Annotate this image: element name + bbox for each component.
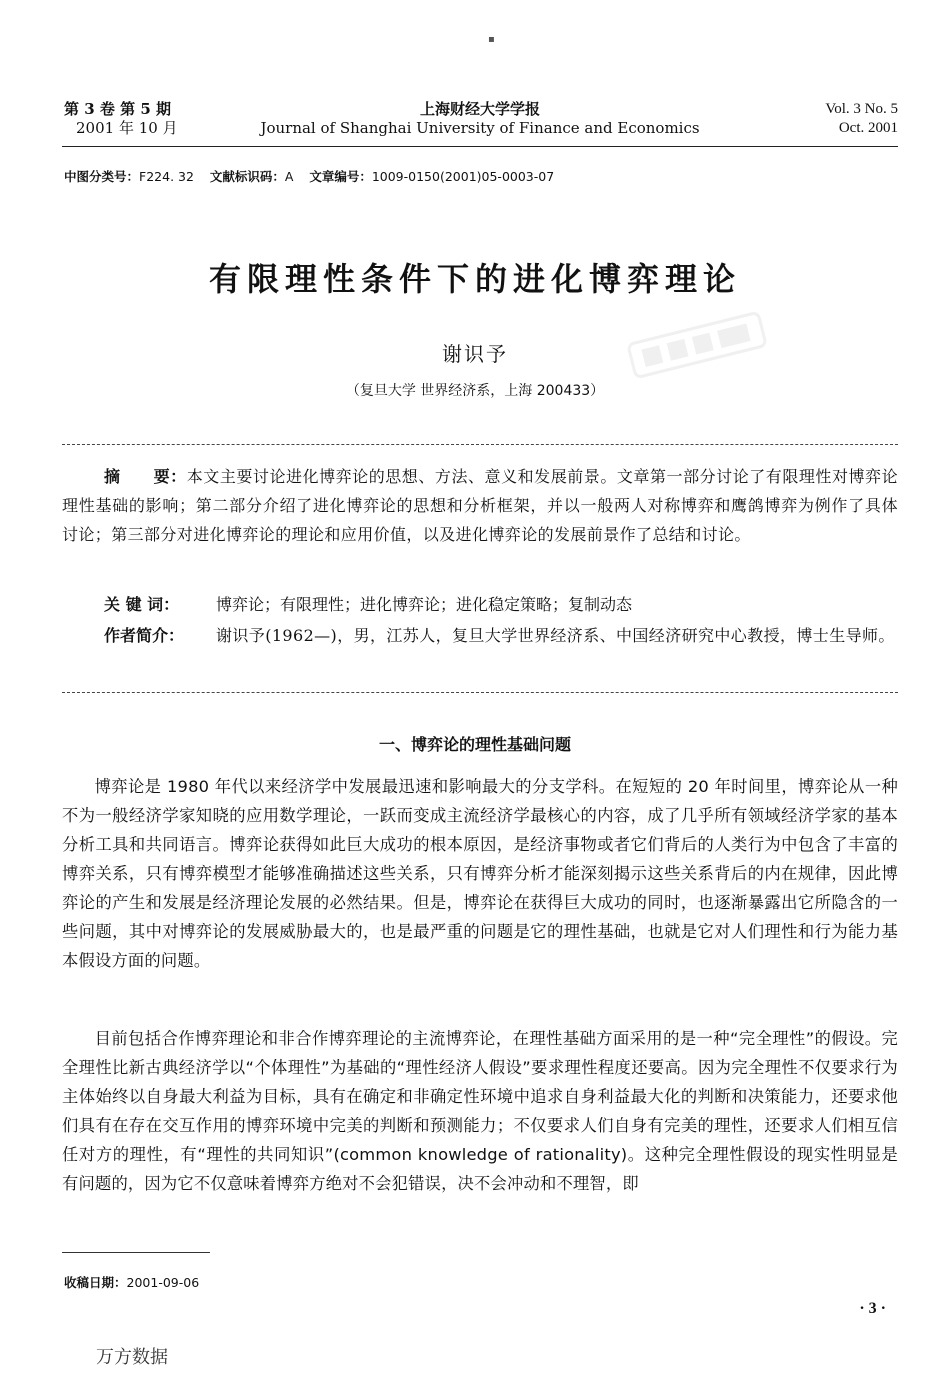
author-bio [104,621,898,650]
footer-brand: 万方数据 [96,1347,168,1368]
issue-date-english: Oct. 2001 [838,120,898,136]
footnote-rule [62,1252,210,1253]
article-number-value: 1009-0150(2001)05-0003-07 [371,169,555,184]
received-value: 2001-09-06 [126,1275,200,1290]
abstract-text: 本文主要讨论进化博弈论的思想、方法、意义和发展前景。文章第一部分讨论了有限理性对博弈论理性基础的影响；第二部分介绍了进化博弈论的思想和分析框架，并以一般两人对称博弈和鹰鸽博弈为例作了具体讨论；第三部分对进化博弈论的理论和应用价值，以及进化博弈论的发展前景作了总结和讨论。 [62,467,898,544]
volume-issue-english: Vol. 3 No. 5 [825,101,898,117]
section-heading: 一、博弈论的理性基础问题 [378,735,571,754]
article-title: 有限理性条件下的进化博弈理论 [208,260,741,298]
author-affiliation: （复旦大学 世界经济系，上海 200433） [345,383,605,399]
keywords-text: 博弈论；有限理性；进化博弈论；进化稳定策略；复制动态 [216,595,633,614]
received-label: 收稿日期： [64,1275,127,1290]
doc-code-label: 文献标识码： [209,169,285,184]
journal-name-chinese: 上海财经大学学报 [419,100,540,118]
paragraph-2: 目前包括合作博弈理论和非合作博弈理论的主流博弈论，在理性基础方面采用的是一种“完全理性”的假设。完全理性比新古典经济学以“个体理性”为基础的“理性经济人假设”要求理性程度还要高。因为完全理性不仅要求行为主体始终以自身最大利益为目标，具有在确定和非确定性环境中追求自身利益最大化的判断和决策能力，还要求他们具有在存在交互作用的博弈环境中完美的判断和预测能力；不仅要求人们自身有完美的理性，还要求人们相互信任对方的理性，有“理性的共同知识”(common knowledge of rationality)。这种完全理性假设的现实性明显是有问题的，因为它不仅意味着博弈方绝对不会犯错误，决不会冲动和不理智，即 [62,1029,898,1193]
scan-mark: ▪ [488,34,495,45]
header-rule [62,146,898,147]
journal-volume-info-english [825,100,898,138]
issue-date: 2001 年 10 月 [76,119,178,137]
article-number-label: 文章编号： [309,169,372,184]
author-bio-text: 谢识予(1962—)，男，江苏人，复旦大学世界经济系、中国经济研究中心教授，博士生导师。 [216,626,895,645]
abstract [62,462,898,549]
keywords [104,590,632,619]
abstract-label: 摘 要： [104,467,187,486]
journal-name [250,100,710,138]
doc-code-value: A [284,169,294,184]
author-name: 谢识予 [442,342,508,366]
body-paragraph [62,772,898,975]
page-number: · 3 · [859,1300,886,1317]
journal-volume-info [64,100,178,138]
body-paragraph [62,1024,898,1198]
journal-name-english: Journal of Shanghai University of Finance and Economics [260,119,700,137]
classification-line [64,167,554,185]
abstract-bottom-rule [62,692,898,693]
keywords-label: 关 键 词： [104,595,180,614]
watermark-logo-icon [612,300,782,390]
abstract-top-rule [62,444,898,445]
volume-issue: 第 3 卷 第 5 期 [64,100,171,118]
author-bio-label: 作者简介： [104,626,185,645]
clc-value: F224. 32 [139,169,194,184]
clc-label: 中图分类号： [64,169,140,184]
received-date [64,1273,199,1291]
paragraph-1: 博弈论是 1980 年代以来经济学中发展最迅速和影响最大的分支学科。在短短的 20 年时间里，博弈论从一种不为一般经济学家知晓的应用数学理论，一跃而变成主流经济学最核心的内容，成了几乎所有领域经济学家的基本分析工具和共同语言。博弈论获得如此巨大成功的根本原因，是经济事物或者它们背后的人类行为中包含了丰富的博弈关系，只有博弈模型才能够准确描述这些关系，只有博弈分析才能深刻揭示这些关系背后的内在规律，因此博弈论的产生和发展是经济理论发展的必然结果。但是，博弈论在获得巨大成功的同时，也逐渐暴露出它所隐含的一些问题，其中对博弈论的发展威胁最大的，也是最严重的问题是它的理性基础，也就是它对人们理性和行为能力基本假设方面的问题。 [62,777,898,970]
